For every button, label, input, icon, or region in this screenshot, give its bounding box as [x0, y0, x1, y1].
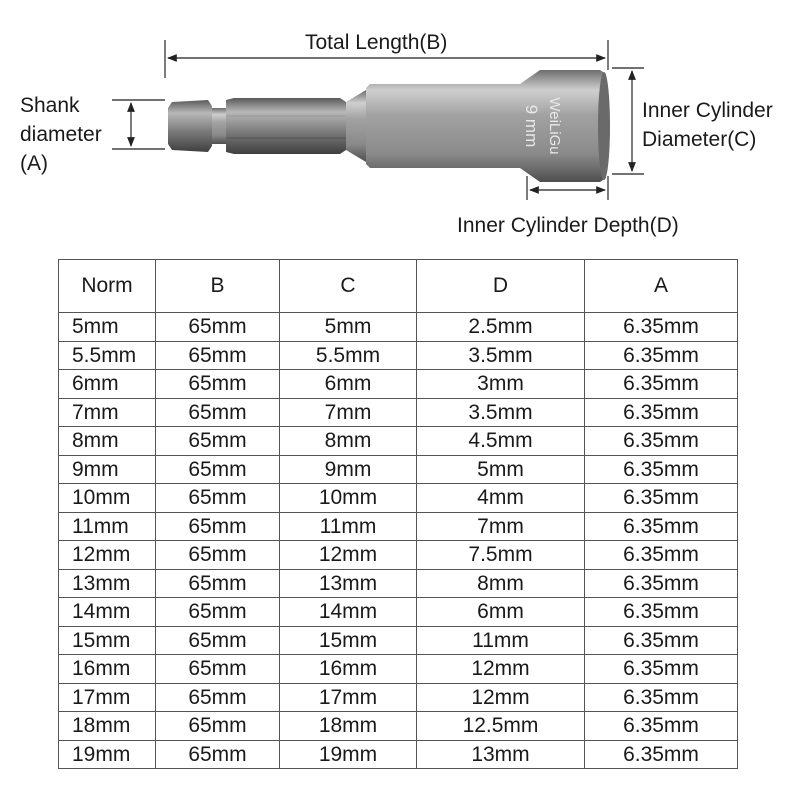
cell-c: 17mm — [280, 683, 417, 712]
table-row — [59, 455, 738, 484]
table-row — [59, 712, 738, 741]
header-d: D — [417, 260, 585, 313]
cell-a: 6.35mm — [585, 512, 738, 541]
cell-c: 11mm — [280, 512, 417, 541]
table-row — [59, 740, 738, 769]
cell-a: 6.35mm — [585, 740, 738, 769]
cell-a: 6.35mm — [585, 427, 738, 456]
cell-b: 65mm — [156, 655, 280, 684]
header-a: A — [585, 260, 738, 313]
cell-b: 65mm — [156, 427, 280, 456]
inner-diameter-dimension — [612, 68, 644, 174]
cell-a: 6.35mm — [585, 712, 738, 741]
cell-d: 4.5mm — [417, 427, 585, 456]
cell-a: 6.35mm — [585, 370, 738, 399]
cell-c: 16mm — [280, 655, 417, 684]
cell-norm: 6mm — [59, 370, 156, 399]
cell-c: 12mm — [280, 541, 417, 570]
cell-d: 7mm — [417, 512, 585, 541]
cell-c: 10mm — [280, 484, 417, 513]
cell-d: 5mm — [417, 455, 585, 484]
cell-norm: 14mm — [59, 598, 156, 627]
cell-norm: 16mm — [59, 655, 156, 684]
cell-a: 6.35mm — [585, 655, 738, 684]
cell-d: 13mm — [417, 740, 585, 769]
header-b: B — [156, 260, 280, 313]
header-c: C — [280, 260, 417, 313]
cell-norm: 18mm — [59, 712, 156, 741]
table-row — [59, 427, 738, 456]
shank-label-line: (A) — [20, 152, 48, 175]
cell-c: 5mm — [280, 313, 417, 342]
table-row — [59, 541, 738, 570]
table-row — [59, 398, 738, 427]
table-row — [59, 512, 738, 541]
cell-d: 8mm — [417, 569, 585, 598]
table-row — [59, 598, 738, 627]
table-row — [59, 626, 738, 655]
engraved-brand: WeiLiGu — [546, 97, 563, 155]
table-row — [59, 370, 738, 399]
cell-a: 6.35mm — [585, 455, 738, 484]
inner-diameter-label-line: Inner Cylinder — [642, 99, 773, 122]
cell-d: 6mm — [417, 598, 585, 627]
table-row — [59, 484, 738, 513]
inner-diameter-label-line: Diameter(C) — [642, 128, 757, 151]
cell-norm: 19mm — [59, 740, 156, 769]
cell-d: 3.5mm — [417, 341, 585, 370]
cell-b: 65mm — [156, 313, 280, 342]
table-row — [59, 569, 738, 598]
cell-a: 6.35mm — [585, 541, 738, 570]
cell-b: 65mm — [156, 484, 280, 513]
cell-norm: 10mm — [59, 484, 156, 513]
cell-norm: 15mm — [59, 626, 156, 655]
cell-d: 3.5mm — [417, 398, 585, 427]
cell-b: 65mm — [156, 341, 280, 370]
cell-a: 6.35mm — [585, 598, 738, 627]
cell-norm: 9mm — [59, 455, 156, 484]
cell-b: 65mm — [156, 712, 280, 741]
engraved-size: 9 mm — [522, 104, 541, 148]
inner-diameter-label — [642, 98, 773, 153]
cell-a: 6.35mm — [585, 484, 738, 513]
cell-norm: 5mm — [59, 313, 156, 342]
cell-d: 2.5mm — [417, 313, 585, 342]
cell-c: 18mm — [280, 712, 417, 741]
header-norm: Norm — [59, 260, 156, 313]
cell-c: 13mm — [280, 569, 417, 598]
cell-d: 3mm — [417, 370, 585, 399]
cell-a: 6.35mm — [585, 683, 738, 712]
cell-norm: 5.5mm — [59, 341, 156, 370]
cell-b: 65mm — [156, 598, 280, 627]
shank-diameter-label — [20, 93, 102, 177]
cell-d: 12.5mm — [417, 712, 585, 741]
cell-b: 65mm — [156, 512, 280, 541]
spec-table — [58, 259, 738, 769]
shank-label-line: diameter — [20, 123, 102, 146]
cell-b: 65mm — [156, 541, 280, 570]
cell-norm: 11mm — [59, 512, 156, 541]
cell-norm: 7mm — [59, 398, 156, 427]
cell-c: 6mm — [280, 370, 417, 399]
cell-a: 6.35mm — [585, 313, 738, 342]
cell-b: 65mm — [156, 740, 280, 769]
cell-d: 7.5mm — [417, 541, 585, 570]
cell-a: 6.35mm — [585, 626, 738, 655]
nut-driver-tool — [168, 70, 610, 182]
cell-c: 9mm — [280, 455, 417, 484]
cell-c: 7mm — [280, 398, 417, 427]
shank-label-line: Shank — [20, 94, 80, 117]
cell-c: 14mm — [280, 598, 417, 627]
cell-b: 65mm — [156, 370, 280, 399]
table-row — [59, 341, 738, 370]
cell-b: 65mm — [156, 626, 280, 655]
cell-b: 65mm — [156, 683, 280, 712]
cell-a: 6.35mm — [585, 398, 738, 427]
total-length-label: Total Length(B) — [305, 31, 448, 54]
table-row — [59, 313, 738, 342]
cell-a: 6.35mm — [585, 341, 738, 370]
cell-c: 5.5mm — [280, 341, 417, 370]
cell-c: 15mm — [280, 626, 417, 655]
cell-norm: 8mm — [59, 427, 156, 456]
table-header-row — [59, 260, 738, 313]
table-row — [59, 683, 738, 712]
cell-a: 6.35mm — [585, 569, 738, 598]
table-row — [59, 655, 738, 684]
inner-depth-label: Inner Cylinder Depth(D) — [457, 214, 679, 237]
cell-b: 65mm — [156, 455, 280, 484]
cell-d: 12mm — [417, 655, 585, 684]
cell-b: 65mm — [156, 569, 280, 598]
cell-norm: 12mm — [59, 541, 156, 570]
cell-c: 19mm — [280, 740, 417, 769]
cell-d: 11mm — [417, 626, 585, 655]
cell-norm: 13mm — [59, 569, 156, 598]
cell-b: 65mm — [156, 398, 280, 427]
shank-diameter-dimension — [112, 100, 165, 149]
cell-c: 8mm — [280, 427, 417, 456]
cell-d: 4mm — [417, 484, 585, 513]
cell-norm: 17mm — [59, 683, 156, 712]
cell-d: 12mm — [417, 683, 585, 712]
